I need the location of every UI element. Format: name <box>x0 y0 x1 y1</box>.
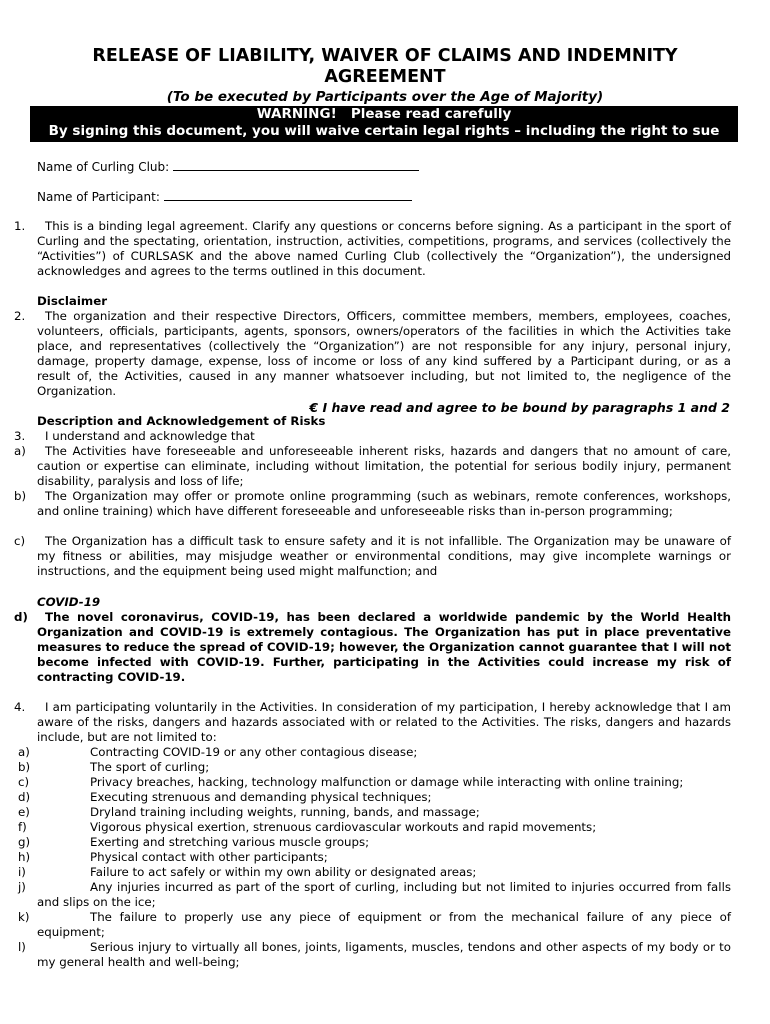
document-subtitle: (To be executed by Participants over the Age of Majority) <box>166 89 604 105</box>
warning-box <box>30 106 738 142</box>
agree-text: I have read and agree to be bound by paragraphs 1 and 2 <box>322 400 730 415</box>
curling-club-input-line[interactable] <box>173 159 419 171</box>
paragraph-3a: The Activities have foreseeable and unforeseeable inherent risks, hazards and dangers that no amount of care, caution or expertise can eliminate, including without limitation, the potential for serious bodily injury, permanent disability, paralysis and loss of life; <box>37 444 731 488</box>
paragraph-2-number: 2. <box>14 309 26 323</box>
risk-label: c) <box>18 775 30 789</box>
risk-text: Executing strenuous and demanding physical techniques; <box>90 790 432 804</box>
document-title: RELEASE OF LIABILITY, WAIVER OF CLAIMS AND INDEMNITY AGREEMENT <box>92 46 678 87</box>
paragraph-3a-label: a) <box>14 444 26 458</box>
risk-label: e) <box>18 805 30 819</box>
curling-club-label: Name of Curling Club: <box>37 160 170 174</box>
paragraph-4-number: 4. <box>14 700 26 714</box>
disclaimer-heading: Disclaimer <box>37 294 108 308</box>
paragraph-1-number: 1. <box>14 219 26 233</box>
warning-line-1: WARNING! Please read carefully <box>256 106 512 122</box>
risk-label: l) <box>18 940 26 954</box>
risk-text: Exerting and stretching various muscle groups; <box>90 835 370 849</box>
paragraph-3-intro: I understand and acknowledge that <box>45 429 255 443</box>
paragraph-3d-label: d) <box>14 610 28 624</box>
risk-label: k) <box>18 910 30 924</box>
participant-field <box>37 189 412 205</box>
risk-label: j) <box>18 880 26 894</box>
paragraph-3c: The Organization has a difficult task to ensure safety and it is not infallible. The Organization may be unaware of my fitness or abilities, may misjudge weather or environmental conditions, may give incomplete warnings or instructions, and the equipment being used might malfunction; and <box>37 534 731 578</box>
covid-heading: COVID-19 <box>37 595 101 609</box>
paragraph-2: The organization and their respective Directors, Officers, committee members, members, employees, coaches, volunteers, officials, participants, agents, sponsors, owners/operators of the facilities in which the Activities take place, and representatives (collectively the “Organization”) are not responsible for any injury, personal injury, damage, property damage, expense, loss of income or loss of any kind suffered by a Participant during, or as a result of, the Activities, caused in any manner whatsoever including, but not limited to, the negligence of the Organization. <box>37 309 731 398</box>
agree-checkbox[interactable]: € <box>309 400 319 415</box>
warning-line-2: By signing this document, you will waive certain legal rights – including the right to sue <box>48 123 720 139</box>
paragraph-3-number: 3. <box>14 429 26 443</box>
risk-label: i) <box>18 865 26 879</box>
risks-heading: Description and Acknowledgement of Risks <box>37 414 326 428</box>
risk-text: The sport of curling; <box>90 760 210 774</box>
risk-label: h) <box>18 850 31 864</box>
risk-text: Serious injury to virtually all bones, joints, ligaments, muscles, tendons and other aspects of my body or to my general health and well-being; <box>37 940 731 969</box>
risk-text: Failure to act safely or within my own ability or designated areas; <box>90 865 477 879</box>
paragraph-3b-label: b) <box>14 489 27 503</box>
risk-label: d) <box>18 790 31 804</box>
paragraph-4: I am participating voluntarily in the Activities. In consideration of my participation, I hereby acknowledge that I am aware of the risks, dangers and hazards associated with or related to the Activities. The risks, dangers and hazards include, but are not limited to: <box>37 700 731 744</box>
paragraph-3d: The novel coronavirus, COVID-19, has been declared a worldwide pandemic by the World Health Organization and COVID-19 is extremely contagious. The Organization has put in place preventative measures to reduce the spread of COVID-19; however, the Organization cannot guarantee that I will not become infected with COVID-19. Further, participating in the Activities could increase my risk of contracting COVID-19. <box>37 610 731 684</box>
risk-label: a) <box>18 745 30 759</box>
risk-text: The failure to properly use any piece of equipment or from the mechanical failure of any piece of equipment; <box>37 910 731 939</box>
risk-text: Contracting COVID-19 or any other contagious disease; <box>90 745 418 759</box>
paragraph-1: This is a binding legal agreement. Clarify any questions or concerns before signing. As a participant in the sport of Curling and the spectating, orientation, instruction, activities, competitions, programs, and services (collectively the “Activities”) of CURLSASK and the above named Curling Club (collectively the “Organization”), the undersigned acknowledges and agrees to the terms outlined in this document. <box>37 219 731 278</box>
risk-label: f) <box>18 820 27 834</box>
agree-statement <box>309 400 730 415</box>
risk-text: Physical contact with other participants; <box>90 850 328 864</box>
curling-club-field <box>37 159 419 175</box>
participant-label: Name of Participant: <box>37 190 160 204</box>
risk-label: b) <box>18 760 31 774</box>
risk-text: Privacy breaches, hacking, technology malfunction or damage while interacting with online training; <box>90 775 684 789</box>
risk-text: Vigorous physical exertion, strenuous cardiovascular workouts and rapid movements; <box>90 820 597 834</box>
risk-label: g) <box>18 835 31 849</box>
risk-text: Dryland training including weights, running, bands, and massage; <box>90 805 480 819</box>
paragraph-3c-label: c) <box>14 534 26 548</box>
paragraph-3b: The Organization may offer or promote online programming (such as webinars, remote conferences, workshops, and online training) which have different foreseeable and unforeseeable risks than in-person programming; <box>37 489 731 518</box>
participant-input-line[interactable] <box>164 189 412 201</box>
risk-text: Any injuries incurred as part of the sport of curling, including but not limited to injuries occurred from falls and slips on the ice; <box>37 880 731 909</box>
